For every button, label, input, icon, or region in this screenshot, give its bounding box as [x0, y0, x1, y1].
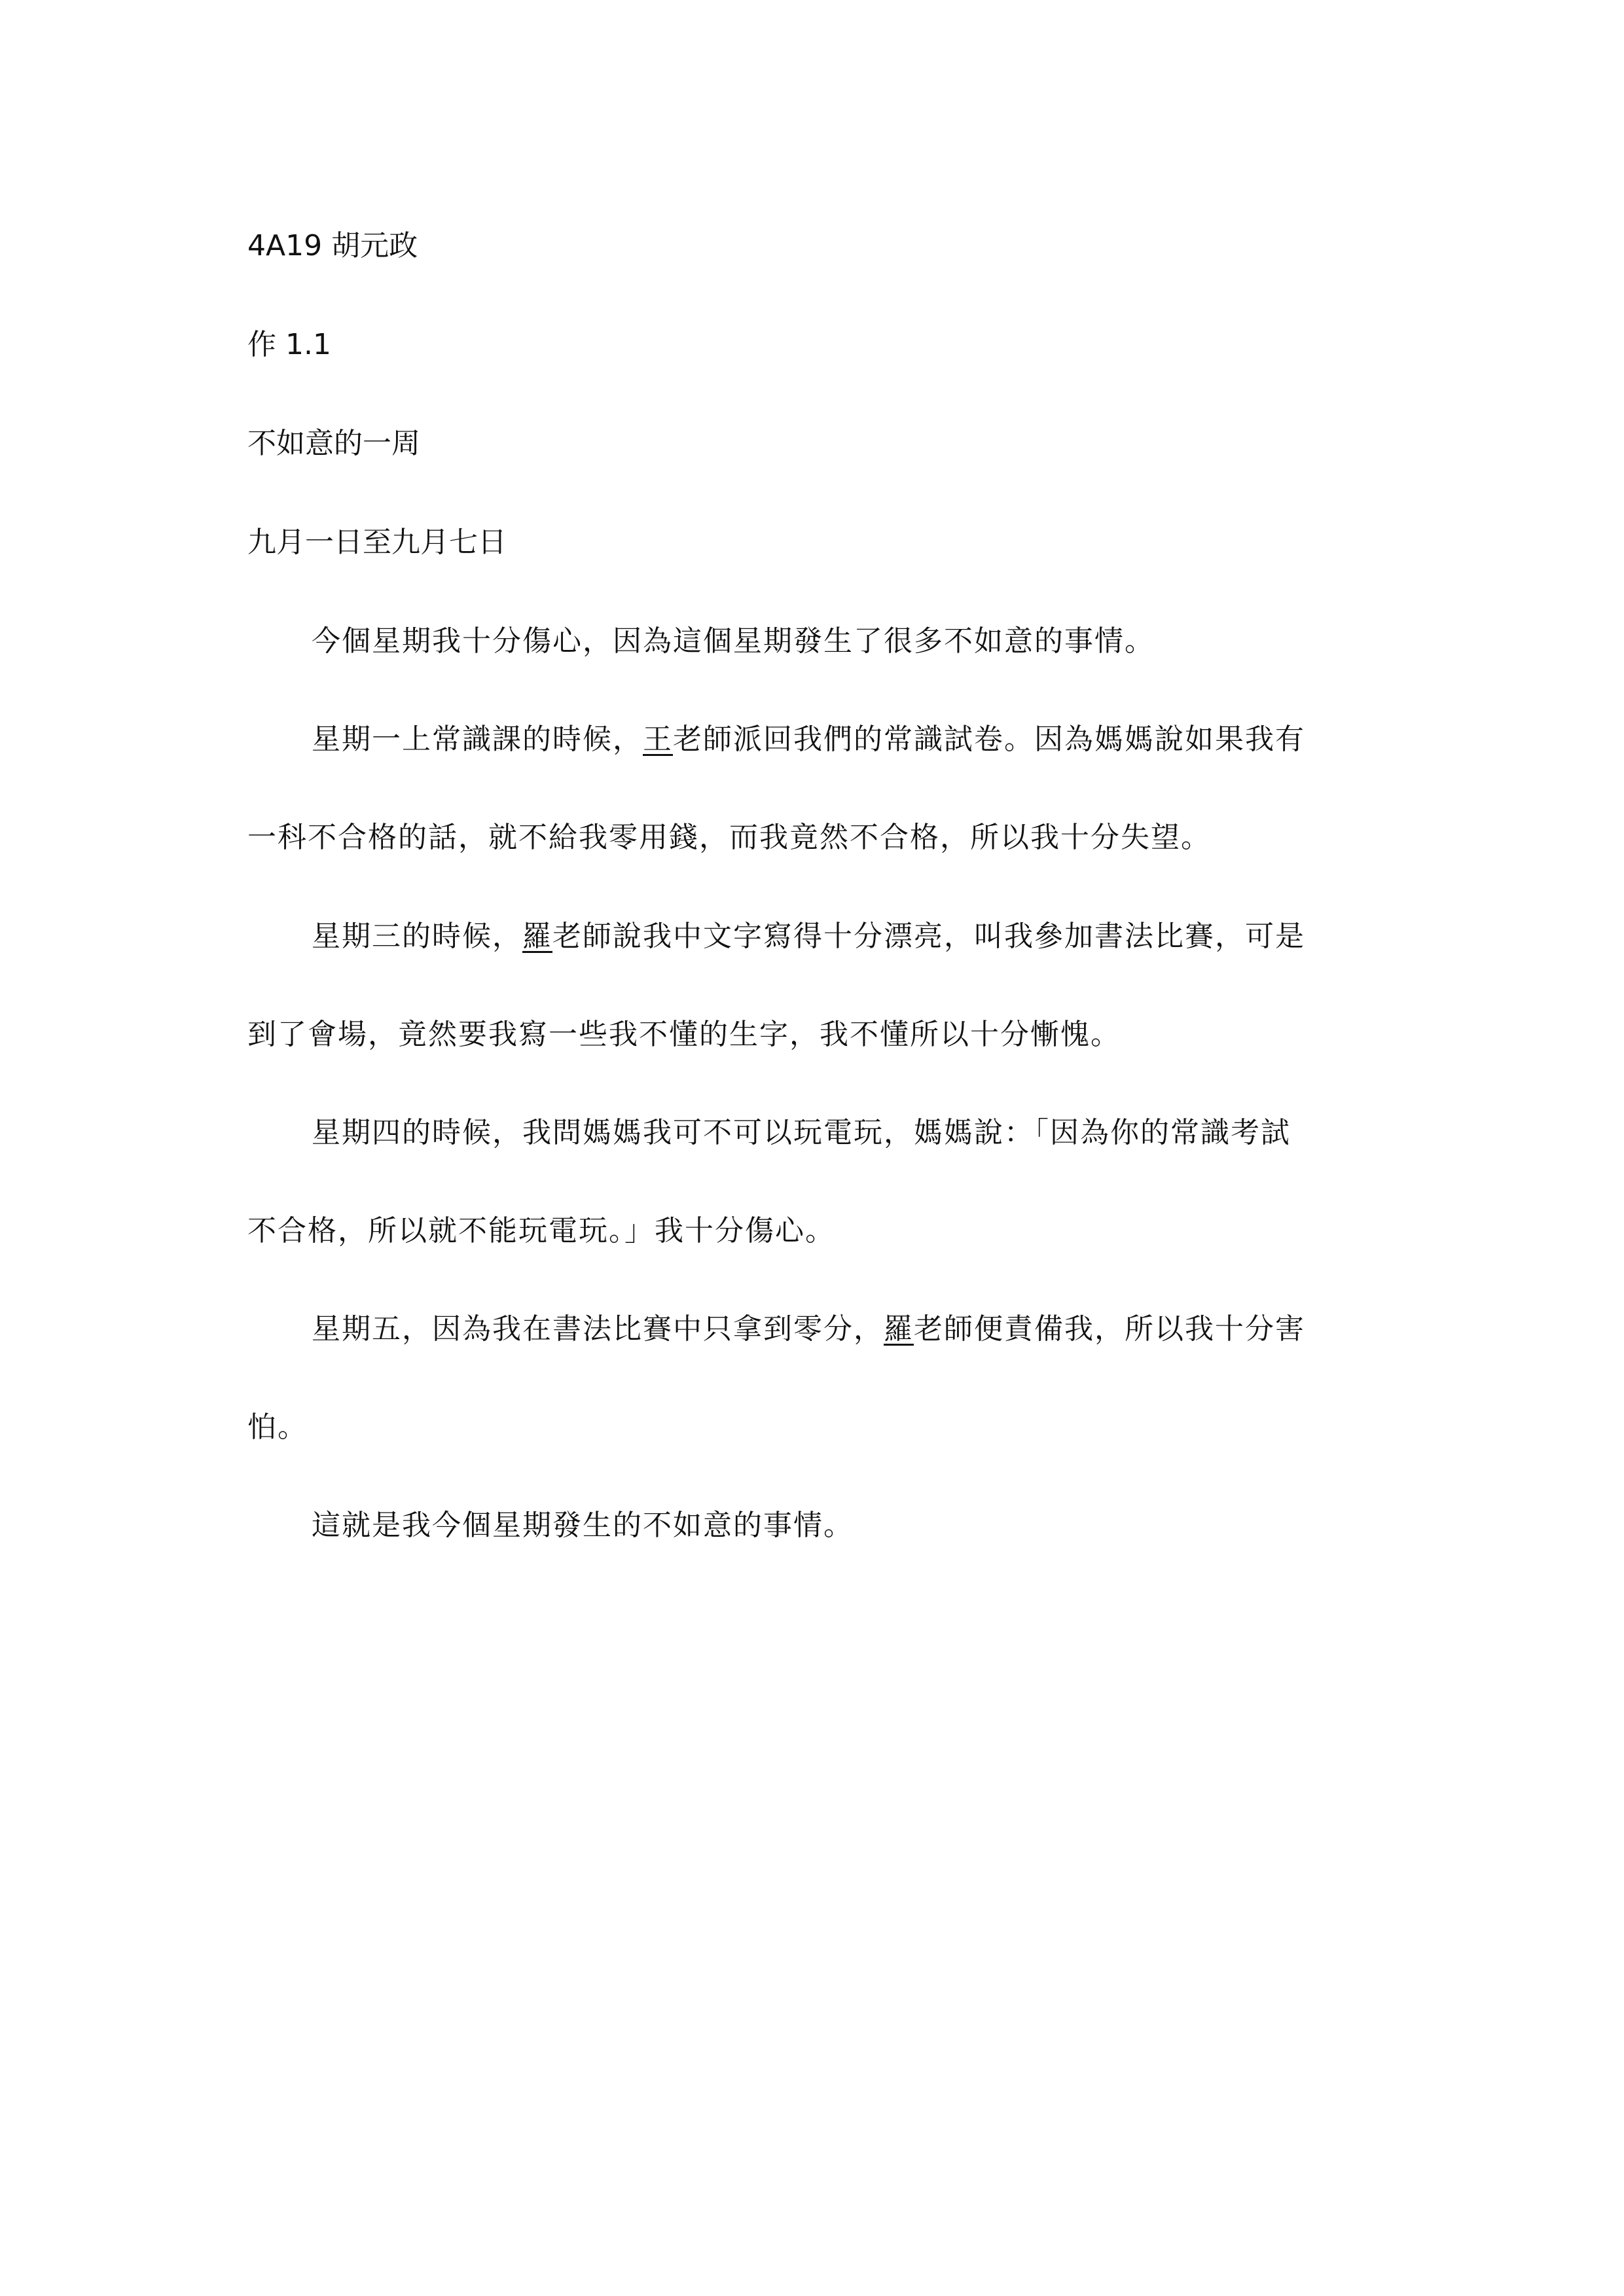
teacher-name-law: 羅	[522, 920, 552, 953]
essay-title: 不如意的一周	[247, 427, 420, 460]
paragraph-5-line-1	[247, 1310, 1464, 1349]
paragraph-1-line-1: 今個星期我十分傷心，因為這個星期發生了很多不如意的事情。	[312, 624, 1155, 658]
assignment-number: 作 1.1	[247, 328, 331, 361]
teacher-name-wong: 王	[643, 723, 673, 756]
paragraph-3-line-1	[247, 917, 1464, 956]
paragraph-3-text-a: 星期三的時候，	[312, 920, 522, 953]
paragraph-2-line-2: 一科不合格的話，就不給我零用錢，而我竟然不合格，所以我十分失望。	[247, 821, 1211, 854]
paragraph-3-text-b: 老師說我中文字寫得十分漂亮，叫我參加書法比賽，可是	[552, 920, 1305, 953]
date-range: 九月一日至九月七日	[247, 526, 507, 559]
paragraph-5-text-b: 老師便責備我，所以我十分害	[914, 1312, 1305, 1346]
paragraph-4-line-1: 星期四的時候，我問媽媽我可不可以玩電玩，媽媽說：「因為你的常識考試	[312, 1116, 1291, 1149]
student-info: 4A19 胡元政	[247, 229, 418, 262]
paragraph-5-text-a: 星期五，因為我在書法比賽中只拿到零分，	[312, 1312, 884, 1346]
paragraph-4-line-2: 不合格，所以就不能玩電玩。」我十分傷心。	[247, 1214, 835, 1247]
paragraph-6-line-1: 這就是我今個星期發生的不如意的事情。	[312, 1509, 854, 1542]
teacher-name-law-2: 羅	[884, 1312, 914, 1346]
paragraph-3-line-2: 到了會場，竟然要我寫一些我不懂的生字，我不懂所以十分慚愧。	[247, 1018, 1121, 1051]
paragraph-2-text-b: 老師派回我們的常識試卷。因為媽媽說如果我有	[673, 723, 1305, 756]
paragraph-2-line-1	[247, 720, 1464, 759]
paragraph-5-line-2: 怕。	[247, 1410, 308, 1444]
paragraph-2-text-a: 星期一上常識課的時候，	[312, 723, 643, 756]
